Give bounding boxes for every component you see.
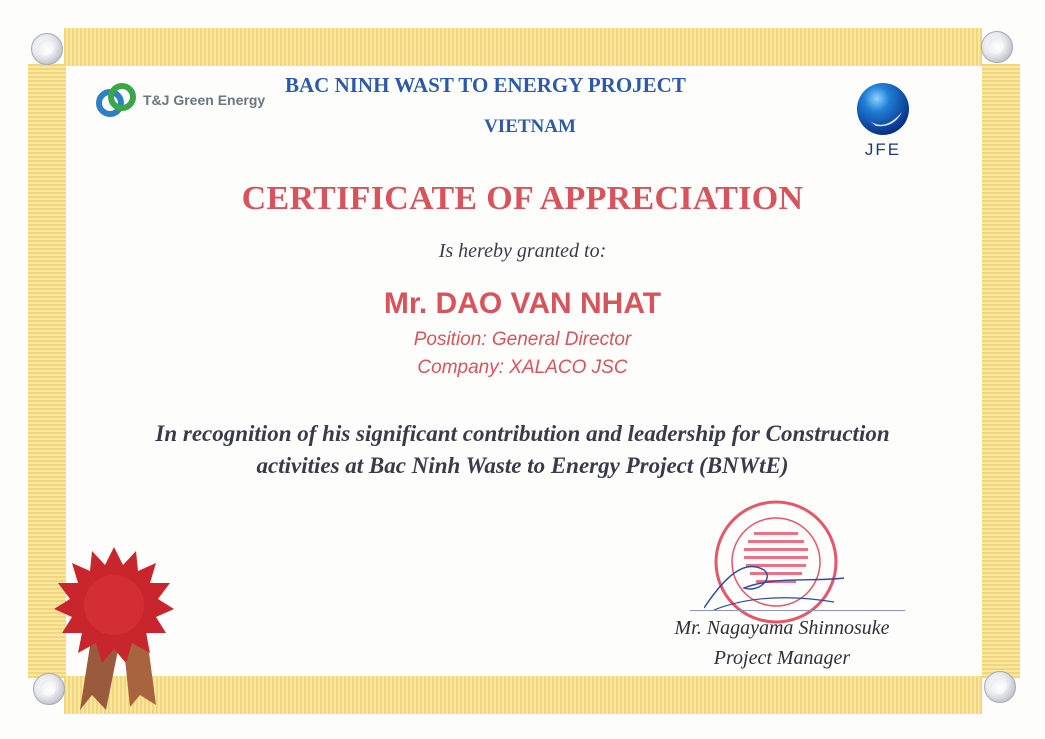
recipient-company: Company: XALACO JSC: [417, 357, 628, 378]
jfe-logo-text: JFE: [864, 140, 902, 159]
recognition-line-2: activities at Bac Ninh Waste to Energy Project (BNWtE): [256, 453, 789, 478]
signer-name: Mr. Nagayama Shinnosuke: [674, 617, 890, 639]
partner-logo-text: T&J Green Energy: [143, 92, 266, 108]
corner-ring-icon: [975, 25, 1019, 69]
recognition-line-1: In recognition of his significant contribution and leadership for Construction: [155, 421, 890, 446]
red-seal-icon: [44, 545, 184, 715]
corner-ring-icon: [25, 27, 69, 71]
project-title: BAC NINH WAST TO ENERGY PROJECT: [285, 73, 686, 97]
recipient-position: Position: General Director: [413, 329, 632, 350]
project-country: VIETNAM: [484, 116, 576, 137]
recipient-name: Mr. DAO VAN NHAT: [383, 287, 662, 320]
granted-to-text: Is hereby granted to:: [438, 240, 607, 262]
signature-line: [690, 610, 905, 611]
certificate-title: CERTIFICATE OF APPRECIATION: [241, 180, 804, 217]
recognition-text: [0, 418, 1045, 482]
frame-top-border: [64, 28, 982, 66]
company-stamp-icon: [704, 498, 844, 626]
signer-role: Project Manager: [713, 647, 851, 669]
frame-bottom-border: [64, 676, 982, 714]
corner-ring-icon: [978, 665, 1022, 709]
